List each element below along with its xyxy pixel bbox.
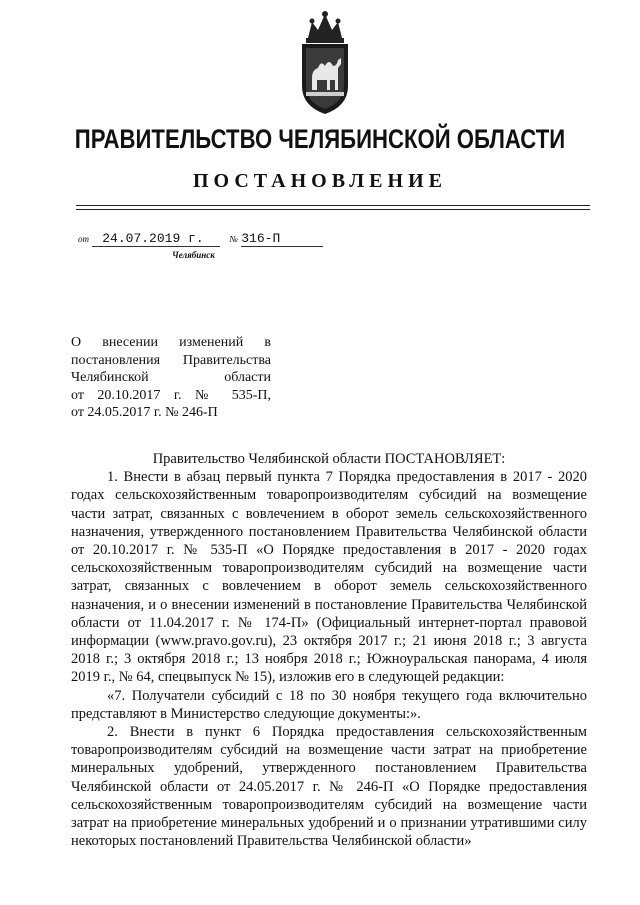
subject-line: Челябинской области: [71, 370, 271, 385]
preamble: Правительство Челябинской области ПОСТАНОВЛЯЕТ:: [152, 451, 506, 467]
subject-line: от 20.10.2017 г. № 535-П,: [71, 387, 271, 403]
header-divider-thin: [76, 209, 590, 210]
document-date: 24.07.2019 г.: [102, 231, 204, 246]
paragraph-1: 1. Внести в абзац первый пункта 7 Порядка предоставления в 2017 - 2020 годах сельскохозяйственным товаропроизводителям субсидий на возмещение части затрат, связанных с вовлечением в оборот земель сельскохозяйственного назначения, утвержденного постановлением Правительства Челябинской области от 20.10.2017 г. № 535-П «О Порядке предоставления в 2017 - 2020 годах сельскохозяйственным товаропроизводителям субсидий на возмещение части затрат, связанных с вовлечением в оборот земель сельскохозяйственного назначения, и о внесении изменений в постановление Правительства Челябинской области от 11.04.2017 г. № 174-П» (Официальный интернет-портал правовой информации (www.pravo.gov.ru), 23 октября 2017 г.; 21 июня 2018 г.; 3 августа 2018 г.; 3 октября 2018 г.; 13 ноября 2018 г.; Южноуральская панорама, 4 июля 2019 г., № 64, спецвыпуск № 15), изложив его в следующей редакции:: [71, 469, 587, 686]
paragraph-1-quote: «7. Получатели субсидий с 18 по 30 ноября текущего года включительно представляют в Министерство следующие документы:».: [71, 687, 587, 722]
government-title: ПРАВИТЕЛЬСТВО ЧЕЛЯБИНСКОЙ ОБЛАСТИ: [74, 124, 566, 154]
city-label: Челябинск: [172, 250, 215, 260]
header-divider: [76, 205, 590, 206]
subject-line: постановления Правительства: [71, 352, 271, 368]
coat-of-arms-icon: [294, 8, 356, 116]
subject-line: О внесении изменений в: [71, 335, 271, 350]
date-prefix: от: [78, 234, 89, 244]
document-subject: [71, 334, 271, 422]
subject-line: от 24.05.2017 г. № 246-П: [71, 405, 218, 420]
number-field: [241, 230, 323, 247]
paragraph-2: 2. Внести в пункт 6 Порядка предоставления сельскохозяйственным товаропроизводителям субсидий на возмещение части затрат на приобретение минеральных удобрений, утвержденного постановлением Правительства Челябинской области от 24.05.2017 г. № 246-П «О Порядке предоставления сельскохозяйственным товаропроизводителям субсидий на возмещение части затрат на приобретение минеральных удобрений и о признании утратившими силу некоторых постановлений Правительства Челябинской области»: [71, 724, 587, 850]
document-number: 316-П: [241, 231, 281, 246]
date-field: [92, 230, 220, 247]
document-meta: [78, 230, 323, 247]
document-type: ПОСТАНОВЛЕНИЕ: [193, 170, 447, 192]
number-prefix: №: [229, 234, 238, 244]
document-body: [71, 450, 587, 850]
